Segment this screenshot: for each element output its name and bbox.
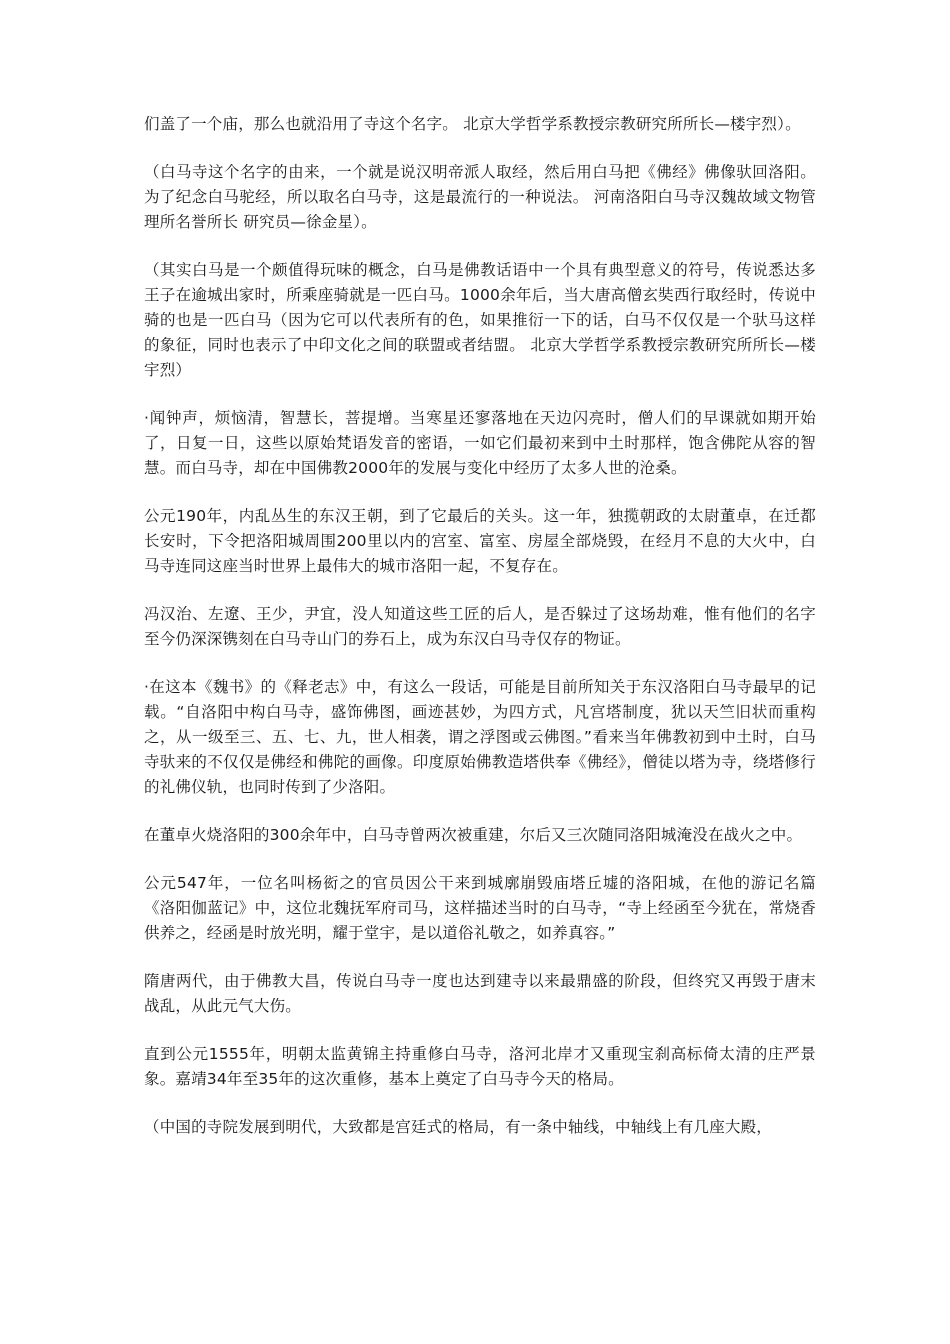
paragraph: ·闻钟声，烦恼清，智慧长，菩提增。当寒星还寥落地在天边闪亮时，僧人们的早课就如期开始了，日复一日，这些以原始梵语发音的密语，一如它们最初来到中土时那样，饱含佛陀从容的智慧。而白马寺，却在中国佛教2000年的发展与变化中经历了太多人世的沧桑。: [144, 409, 816, 477]
paragraph: 公元190年，内乱丛生的东汉王朝，到了它最后的关头。这一年，独揽朝政的太尉董卓，在迁都长安时，下令把洛阳城周围200里以内的宫室、富室、房屋全部烧毁，在经月不息的大火中，白马寺连同这座当时世界上最伟大的城市洛阳一起，不复存在。: [144, 507, 816, 575]
paragraph: （其实白马是一个颇值得玩味的概念，白马是佛教话语中一个具有典型意义的符号，传说悉达多王子在逾城出家时，所乘座骑就是一匹白马。1000余年后，当大唐高僧玄奘西行取经时，传说中骑的也是一匹白马（因为它可以代表所有的色，如果推衍一下的话，白马不仅仅是一个驮马这样的象征，同时也表示了中印文化之间的联盟或者结盟。 北京大学哲学系教授宗教研究所所长—楼宇烈）: [144, 261, 816, 379]
paragraph: ·在这本《魏书》的《释老志》中，有这么一段话，可能是目前所知关于东汉洛阳白马寺最早的记载。“自洛阳中构白马寺，盛饰佛图，画迹甚妙，为四方式，凡宫塔制度，犹以天竺旧状而重构之，从一级至三、五、七、九，世人相袭，谓之浮图或云佛图。”看来当年佛教初到中土时，白马寺驮来的不仅仅是佛经和佛陀的画像。印度原始佛教造塔供奉《佛经》，僧徒以塔为寺，绕塔修行的礼佛仪轨，也同时传到了少洛阳。: [144, 678, 816, 796]
paragraph: 隋唐两代，由于佛教大昌，传说白马寺一度也达到建寺以来最鼎盛的阶段，但终究又再毁于唐末战乱，从此元气大伤。: [144, 972, 816, 1015]
paragraph: 们盖了一个庙，那么也就沿用了寺这个名字。 北京大学哲学系教授宗教研究所所长—楼宇烈）。: [144, 115, 801, 133]
paragraph: 公元547年，一位名叫杨衒之的官员因公干来到城廓崩毁庙塔丘墟的洛阳城，在他的游记名篇《洛阳伽蓝记》中，这位北魏抚军府司马，这样描述当时的白马寺，“寺上经函至今犹在，常烧香供养之，经函是时放光明，耀于堂宇，是以道俗礼敬之，如养真容。”: [144, 874, 816, 942]
paragraph: 直到公元1555年，明朝太监黄锦主持重修白马寺，洛河北岸才又重现宝刹高标倚太清的庄严景象。嘉靖34年至35年的这次重修，基本上奠定了白马寺今天的格局。: [144, 1045, 816, 1088]
paragraph: （白马寺这个名字的由来，一个就是说汉明帝派人取经，然后用白马把《佛经》佛像驮回洛阳。为了纪念白马驼经，所以取名白马寺，这是最流行的一种说法。 河南洛阳白马寺汉魏故域文物管理所名誉所长 研究员—徐金星）。: [144, 163, 816, 231]
paragraph: 在董卓火烧洛阳的300余年中，白马寺曾两次被重建，尔后又三次随同洛阳城淹没在战火之中。: [144, 826, 803, 844]
document-body: [144, 112, 816, 1163]
paragraph: （中国的寺院发展到明代，大致都是宫廷式的格局，有一条中轴线，中轴线上有几座大殿，: [144, 1118, 773, 1136]
paragraph: 冯汉治、左遼、王少，尹宜，没人知道这些工匠的后人，是否躲过了这场劫难，惟有他们的名字至今仍深深镌刻在白马寺山门的券石上，成为东汉白马寺仅存的物证。: [144, 605, 816, 648]
